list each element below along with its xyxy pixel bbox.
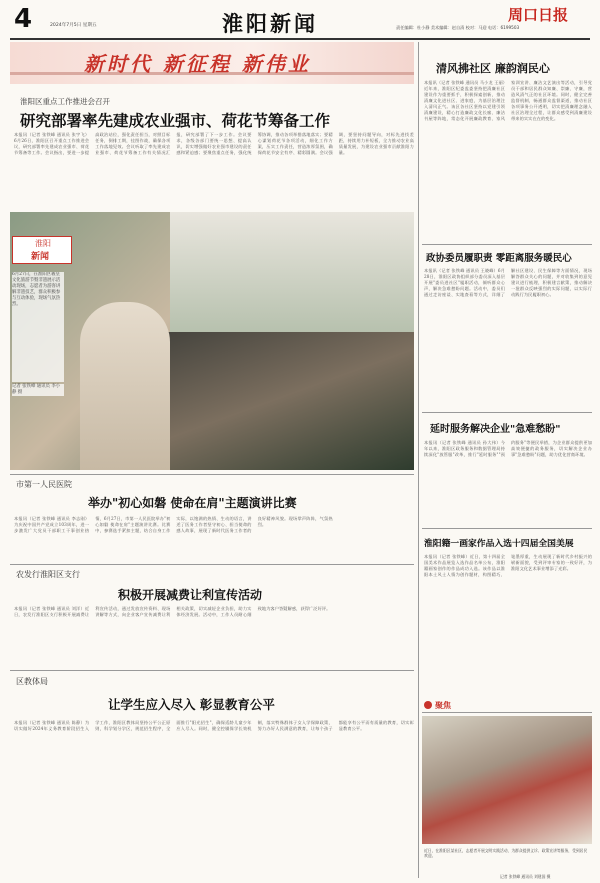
education-headline: 让学生应入尽入 彰显教育公平 [108, 697, 275, 712]
education-kicker: 区教体局 [16, 677, 48, 686]
education-rule [10, 670, 414, 671]
focus-icon [424, 701, 432, 709]
focus-photo [422, 716, 592, 844]
hospital-kicker: 市第一人民医院 [16, 480, 72, 489]
newspaper-logo: 周口日报 [508, 6, 569, 24]
hospital-body: 本报讯（记者 张铁峰 通讯员 李志刚）为庆祝中国共产党成立103周年，进一步激发广大党员干部职工干事创业热情，6月27日，市第一人民医院举办"初心如磐 使命在肩"主题演讲比赛。比赛中，参赛选手紧扣主题，结合自身工作实际，以饱满的热情、生动的语言，讲述了医务工作者坚守初心、担当使命的感人故事，展现了新时代医务工作者的良好精神风貌。现场掌声阵阵，气氛热烈。 [14, 516, 333, 533]
page-number: 4 [14, 4, 33, 34]
slogan-text: 新时代 新征程 新伟业 [84, 52, 311, 76]
feature-caption: 6月27日，在淮阳区羲皇文化旅游节暨非遗展示活动现场，志愿者为游客讲解非遗技艺，群众积极参与互动体验，现场气氛热烈。 [12, 272, 64, 382]
photo-bg-tent [170, 212, 414, 332]
masthead-contacts: 责任编辑：杜小静 美术编辑：赵自清 校对：马迎 电话：6199503 [396, 25, 520, 30]
sidebar4-headline: 淮阳籍一画家作品入选十四届全国美展 [424, 539, 574, 549]
lead-headline: 研究部署率先建成农业强市、荷花节筹备工作 [20, 112, 331, 130]
sidebar-body: 本报讯（记者 张铁峰 通讯员 马小龙 王丽）近年来，淮阳区纪委监委坚持把清廉社区建设作为重要抓手，积极探索创新，推动清廉文化进社区、进家庭，为基层治理注入清风正气。该区各社区坚持以党建引领清廉建设，精心打造廉政文化长廊、廉洁书屋等阵地，常态化开展廉政教育、家风家训宣讲、廉洁文艺演出等活动，引导党员干部和居民群众知廉、崇廉、守廉，营造风清气正的社区环境。同时，健全完善监督机制，畅通群众监督渠道，推动社区各项事务公开透明，切实把清廉理念融入社区治理全过程，让群众感受到清廉建设带来的实实在在的变化。 [424, 80, 592, 121]
slogan-banner [10, 42, 414, 84]
focus-label-bar [422, 700, 592, 713]
sidebar-headline: 清风拂社区 廉韵润民心 [436, 62, 550, 75]
sidebar2-rule [422, 244, 592, 245]
bank-kicker: 农发行淮阳区支行 [16, 570, 80, 579]
photo-bg-crowd [130, 332, 414, 470]
feature-badge [12, 236, 72, 264]
lead-kicker: 淮阳区重点工作推进会召开 [20, 97, 110, 106]
lead-body: 本报讯（记者 张铁峰 通讯员 张宇飞）6月26日，淮阳区召开重点工作推进会议，研究部署率先建成农业强市、荷花节筹备等工作。会议指出，要进一步提高政治站位，强化责任担当，对照目标任务，倒排工期，挂图作战，确保各项工作落地见效。会议听取了率先建成农业强市、荷花节筹备工作有关情况汇报，研究部署了下一步工作。会议要求，各级各部门要统一思想、提高认识，切实增强做好农业强市建设的责任感和紧迫感；要聚焦重点任务，强化统筹协调，推动各项举措落地落实；要精心谋划荷花节各项活动，细化工作方案，压实工作责任，营造浓厚氛围，确保荷花节安全有序、精彩圆满。会议强调，要坚持问题导向，对标先进找差距，持续用力补短板，全力推动农业高质量发展，为建设农业强市贡献淮阳力量。 [14, 132, 414, 155]
badge-top: 淮阳 [35, 239, 51, 248]
photo-fg-person [80, 302, 170, 470]
focus-credit: 记者 张铁峰 通讯员 刘建国 摄 [500, 874, 551, 879]
sidebar4-body: 本报讯（记者 张铁峰）近日，第十四届全国美术作品展览入选作品名单公布，淮阳籍画家创作的作品成功入选。该作品以淮阳本土风土人情为创作题材，构图精巧、笔墨厚重，生动展现了新时代乡村振兴的崭新面貌，受到评审专家的一致好评，为淮阳文化艺术事业增添了光彩。 [424, 554, 592, 577]
masthead-rule [10, 38, 590, 40]
hospital-headline: 举办"初心如磐 使命在肩"主题演讲比赛 [88, 496, 297, 510]
sidebar3-body: 本报讯（记者 张铁峰 通讯员 孙大伟）今年以来，淮阳区政务服务和数据管理局持续深化"放管服"改革，推行"延时服务""预约服务"等便民举措，为企业群众提供更加高效便捷的政务服务，切实解决企业办事"急难愁盼"问题，助力优化营商环境。 [424, 440, 592, 457]
column-divider [418, 42, 419, 878]
badge-bottom: 新闻 [31, 252, 50, 262]
section-title: 淮阳新闻 [222, 12, 318, 36]
bank-body: 本报讯（记者 张铁峰 通讯员 刘洋）近日，农发行淮阳区支行积极开展减费让利宣传活动，通过发放宣传资料、现场讲解等方式，向企业客户宣传减费让利相关政策，切实减轻企业负担，助力实体经济发展。活动中，工作人员耐心细致地为客户答疑解惑，获得广泛好评。 [14, 606, 331, 617]
focus-label: 聚焦 [435, 701, 451, 710]
education-body: 本报讯（记者 张铁峰 通讯员 陈静）为切实做好2024年义务教育阶段招生入学工作，淮阳区教体局坚持公平公正原则，科学划分学区，规范招生程序，全面推行"阳光招生"，确保适龄儿童少年应入尽入。同时，健全控辍保学长效机制，落实特殊群体子女入学保障政策，努力办好人民满意的教育，让每个孩子都能享有公平而有质量的教育，切实彰显教育公平。 [14, 720, 414, 731]
sidebar2-headline: 政协委员履职责 零距离服务暖民心 [426, 253, 572, 264]
sidebar4-rule [422, 528, 592, 529]
hospital-rule [10, 474, 414, 475]
masthead-date: 2024年7月5日 星期五 [50, 23, 97, 28]
bank-rule [10, 564, 414, 565]
focus-caption: 近日，在淮阳区某社区，志愿者开展文明实践活动，为群众提供义诊、政策宣讲等服务，受到居民欢迎。 [424, 848, 588, 858]
sidebar3-headline: 延时服务解决企业"急难愁盼" [430, 424, 561, 435]
sidebar2-body: 本报讯（记者 张铁峰 通讯员 王晓峰）6月28日，淮阳区政协组织部分委员深入基层开展"委员进社区"履职活动，倾听群众心声，解决急难愁盼问题。活动中，委员们通过走访座谈、实地查看等方式，详细了解社区建设、民生保障等方面情况，现场解答群众关心的问题，并对收集到的意见建议进行梳理，积极建言献策，推动解决一批群众反映强烈的实际问题，以实际行动践行为民履职初心。 [424, 268, 592, 297]
masthead [0, 0, 600, 40]
sidebar3-rule [422, 412, 592, 413]
bank-headline: 积极开展减费让利宣传活动 [118, 588, 263, 602]
feature-credit: 记者 张铁峰 通讯员 李小静 摄 [12, 384, 64, 396]
